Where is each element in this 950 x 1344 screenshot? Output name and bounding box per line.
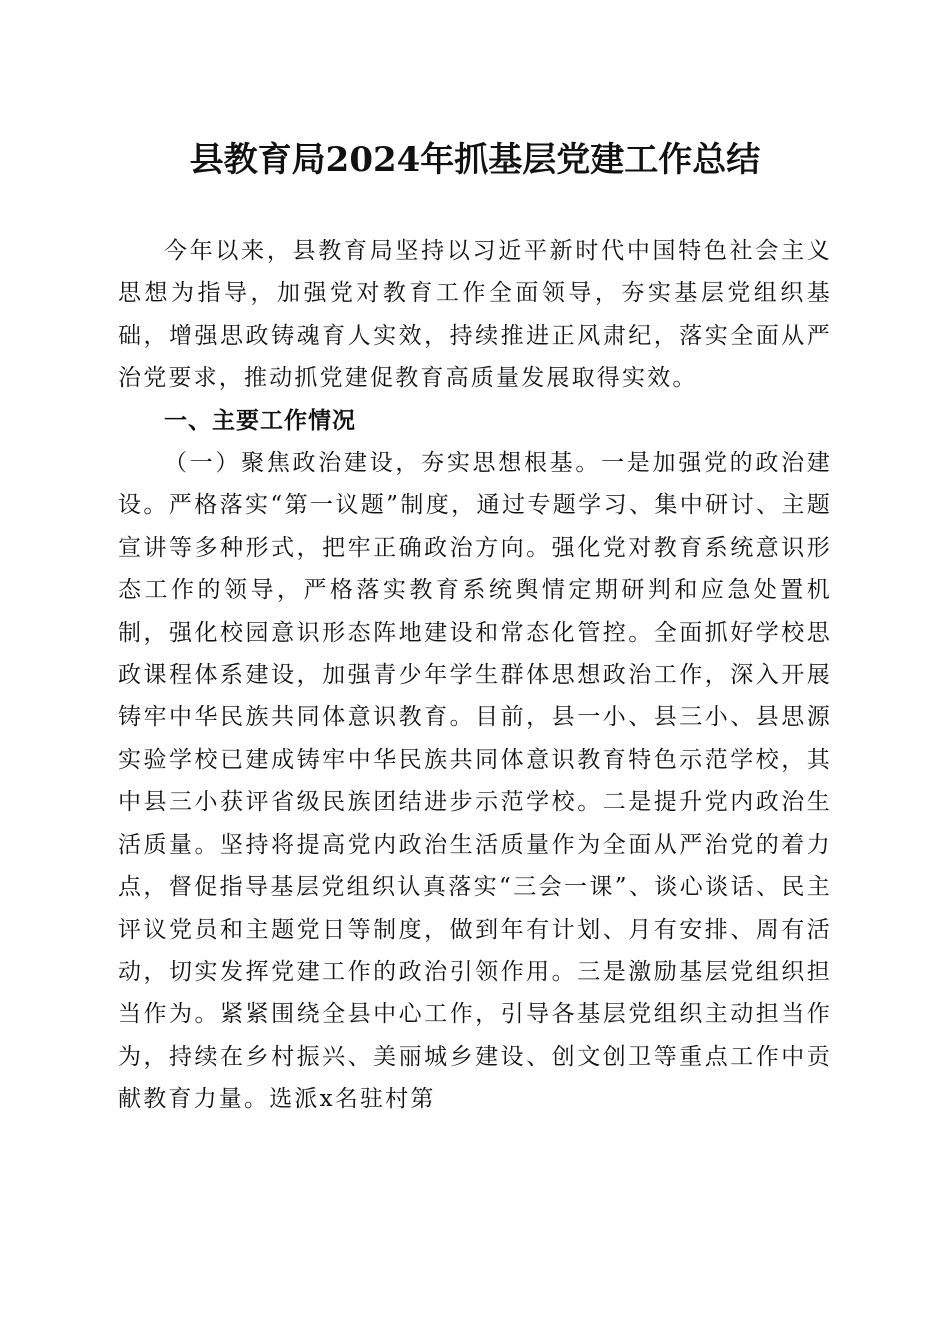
intro-paragraph: 今年以来，县教育局坚持以习近平新时代中国特色社会主义思想为指导，加强党对教育工作全面领导，夯实基层党组织基础，增强思政铸魂育人实效，持续推进正风肃纪，落实全面从严治党要求，推动抓党建促教育高质量发展取得实效。 — [118, 238, 832, 392]
document-title: 县教育局2024年抓基层党建工作总结 — [189, 140, 761, 180]
document-body — [118, 230, 832, 1121]
section-heading-main-work: 一、主要工作情况 — [164, 407, 356, 434]
section-1-1-heading: （一）聚焦政治建设，夯实思想根基。 — [164, 450, 602, 477]
section-1-1-body: 一是加强党的政治建设。严格落实“第一议题”制度，通过专题学习、集中研讨、主题宣讲等多种形式，把牢正确政治方向。强化党对教育系统意识形态工作的领导，严格落实教育系统舆情定期研判和应急处置机制，强化校园意识形态阵地建设和常态化管控。全面抓好学校思政课程体系建设，加强青少年学生群体思想政治工作，深入开展铸牢中华民族共同体意识教育。目前，县一小、县三小、县思源实验学校已建成铸牢中华民族共同体意识教育特色示范学校，其中县三小获评省级民族团结进步示范学校。二是提升党内政治生活质量。坚持将提高党内政治生活质量作为全面从严治党的着力点，督促指导基层党组织认真落实“三会一课”、谈心谈话、民主评议党员和主题党日等制度，做到年有计划、月有安排、周有活动，切实发挥党建工作的政治引领作用。三是激励基层党组织担当作为。紧紧围绕全县中心工作，引导各基层党组织主动担当作为，持续在乡村振兴、美丽城乡建设、创文创卫等重点工作中贡献教育力量。选派x名驻村第 — [118, 450, 832, 1113]
section-1-1-paragraph — [118, 442, 832, 1121]
